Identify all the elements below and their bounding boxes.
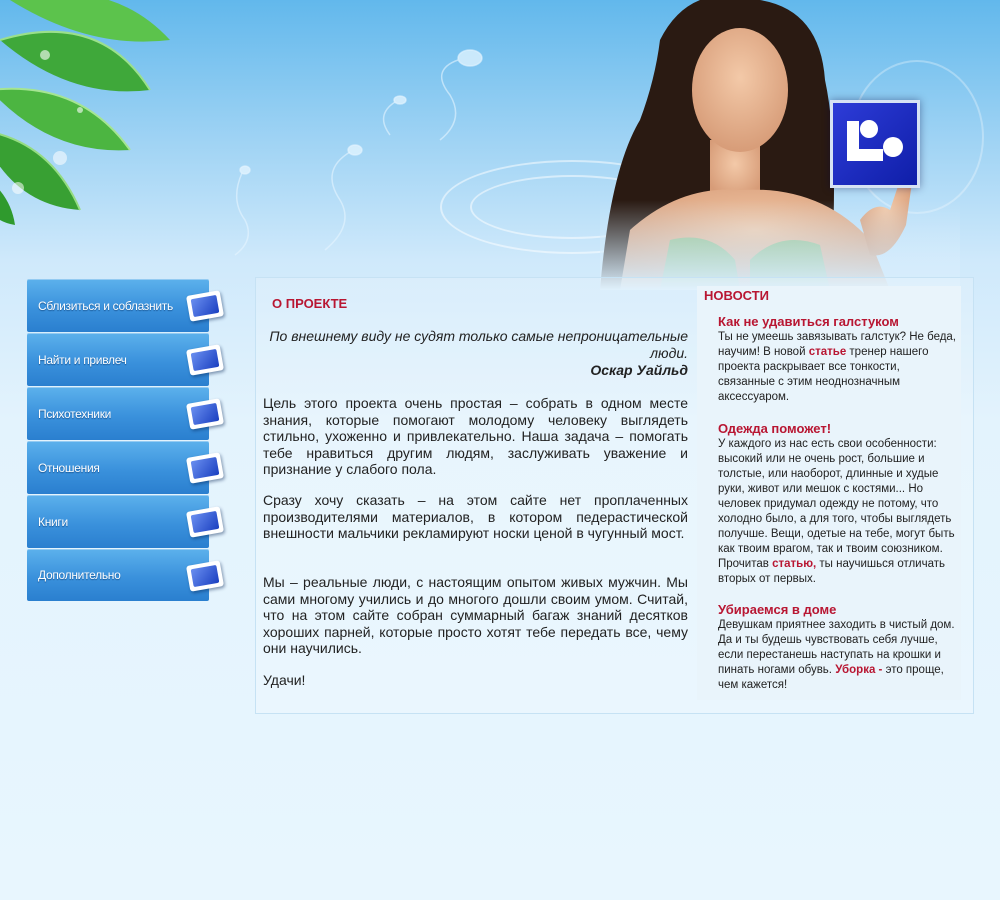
news-item-title[interactable]: Убираемся в доме xyxy=(718,602,837,617)
news-item xyxy=(718,314,958,405)
nav-tab-icon xyxy=(186,506,224,538)
nav-tab-icon xyxy=(186,398,224,430)
quote-text: По внешнему виду не судят только самые непроницательные люди. xyxy=(269,328,688,361)
about-title: О ПРОЕКТЕ xyxy=(272,296,348,311)
news-text-part: это проще, чем кажется! xyxy=(718,664,944,691)
news-title: НОВОСТИ xyxy=(704,288,770,303)
news-text-part: ты научишься отличать вторых от первых. xyxy=(718,558,945,585)
header-banner xyxy=(0,0,1000,290)
logo-emblem-icon xyxy=(833,103,917,185)
news-article-link[interactable]: статью, xyxy=(772,558,817,570)
nav-item-find-attract[interactable] xyxy=(27,333,209,386)
decorative-sperm-icons xyxy=(150,40,510,260)
news-article-link[interactable]: Уборка - xyxy=(835,664,883,676)
leaves-decoration xyxy=(0,0,190,240)
nav-item-additional[interactable] xyxy=(27,549,209,601)
news-item xyxy=(718,421,958,587)
quote-author: Оскар Уайльд xyxy=(590,362,688,378)
nav-item-label: Найти и привлеч xyxy=(38,352,127,367)
sidebar-nav xyxy=(27,279,227,602)
about-paragraph: Удачи! xyxy=(263,672,306,688)
news-item-title[interactable]: Как не удавиться галстуком xyxy=(718,314,899,329)
nav-item-seduce[interactable] xyxy=(27,279,209,332)
nav-item-relationships[interactable] xyxy=(27,441,209,494)
news-text-part: Ты не умеешь завязывать галстук? Не беда, научим! В новой xyxy=(718,331,957,358)
nav-item-label: Отношения xyxy=(38,460,100,475)
nav-tab-icon xyxy=(186,344,224,376)
news-text-part: тренер нашего проекта раскрывает все тонкости, связанные с этим неоднозначным аксессуаром. xyxy=(718,346,929,403)
nav-item-psychotechniques[interactable] xyxy=(27,387,209,440)
nav-tab-icon xyxy=(186,290,224,322)
nav-tab-icon xyxy=(186,560,224,592)
epigraph-quote xyxy=(263,328,688,379)
news-text-part: У каждого из нас есть свои особенности: высокий или не очень рост, большие и толстые, или наоборот, длинные и худые руки, живот или мешок с костями... Но человек придумал одежду не потому, что холодно было, а для того, чтобы выглядеть получше. Вещи, одетые на тебе, могут быть как твоим врагом, так и твоим союзником. Прочитав xyxy=(718,438,955,570)
about-paragraph: Сразу хочу сказать – на этом сайте нет проплаченных производителями материалов, в котором педерастической внешности мальчики рекламируют носки ценой в чугунный мост. xyxy=(263,492,688,541)
about-paragraph: Цель этого проекта очень простая – собрать в одном месте знания, которые помогают молодому человеку выглядеть стильно, ухоженно и привлекательно. Наша задача – помогать тебе нравиться другим людям, заслуживать уважение и признание у слабого пола. xyxy=(263,395,688,477)
news-item-title[interactable]: Одежда поможет! xyxy=(718,421,832,436)
news-panel xyxy=(697,286,961,700)
nav-item-label: Сблизиться и соблазнить xyxy=(38,298,173,313)
nav-item-books[interactable] xyxy=(27,495,209,548)
nav-item-label: Книги xyxy=(38,514,68,529)
news-article-link[interactable]: статье xyxy=(808,346,847,358)
nav-tab-icon xyxy=(186,452,224,484)
about-paragraph: Мы – реальные люди, с настоящим опытом живых мужчин. Мы сами многому учились и до многого дошли своим умом. Считай, что на этом сайте собран суммарный багаж знаний десятков хороших парней, которые просто хотят тебе передать все, чему они научились. xyxy=(263,574,688,656)
news-item xyxy=(718,602,958,693)
news-item-text xyxy=(718,330,958,405)
site-logo[interactable] xyxy=(830,100,920,188)
news-item-text xyxy=(718,618,958,693)
news-item-text xyxy=(718,437,958,587)
nav-item-label: Психотехники xyxy=(38,406,112,421)
nav-item-label: Дополнительно xyxy=(38,568,121,582)
news-text-part: Девушкам приятнее заходить в чистый дом. Да и ты будешь чувствовать себя лучше, если перестанешь наступать на крошки и пинать ногами обувь. xyxy=(718,619,955,676)
